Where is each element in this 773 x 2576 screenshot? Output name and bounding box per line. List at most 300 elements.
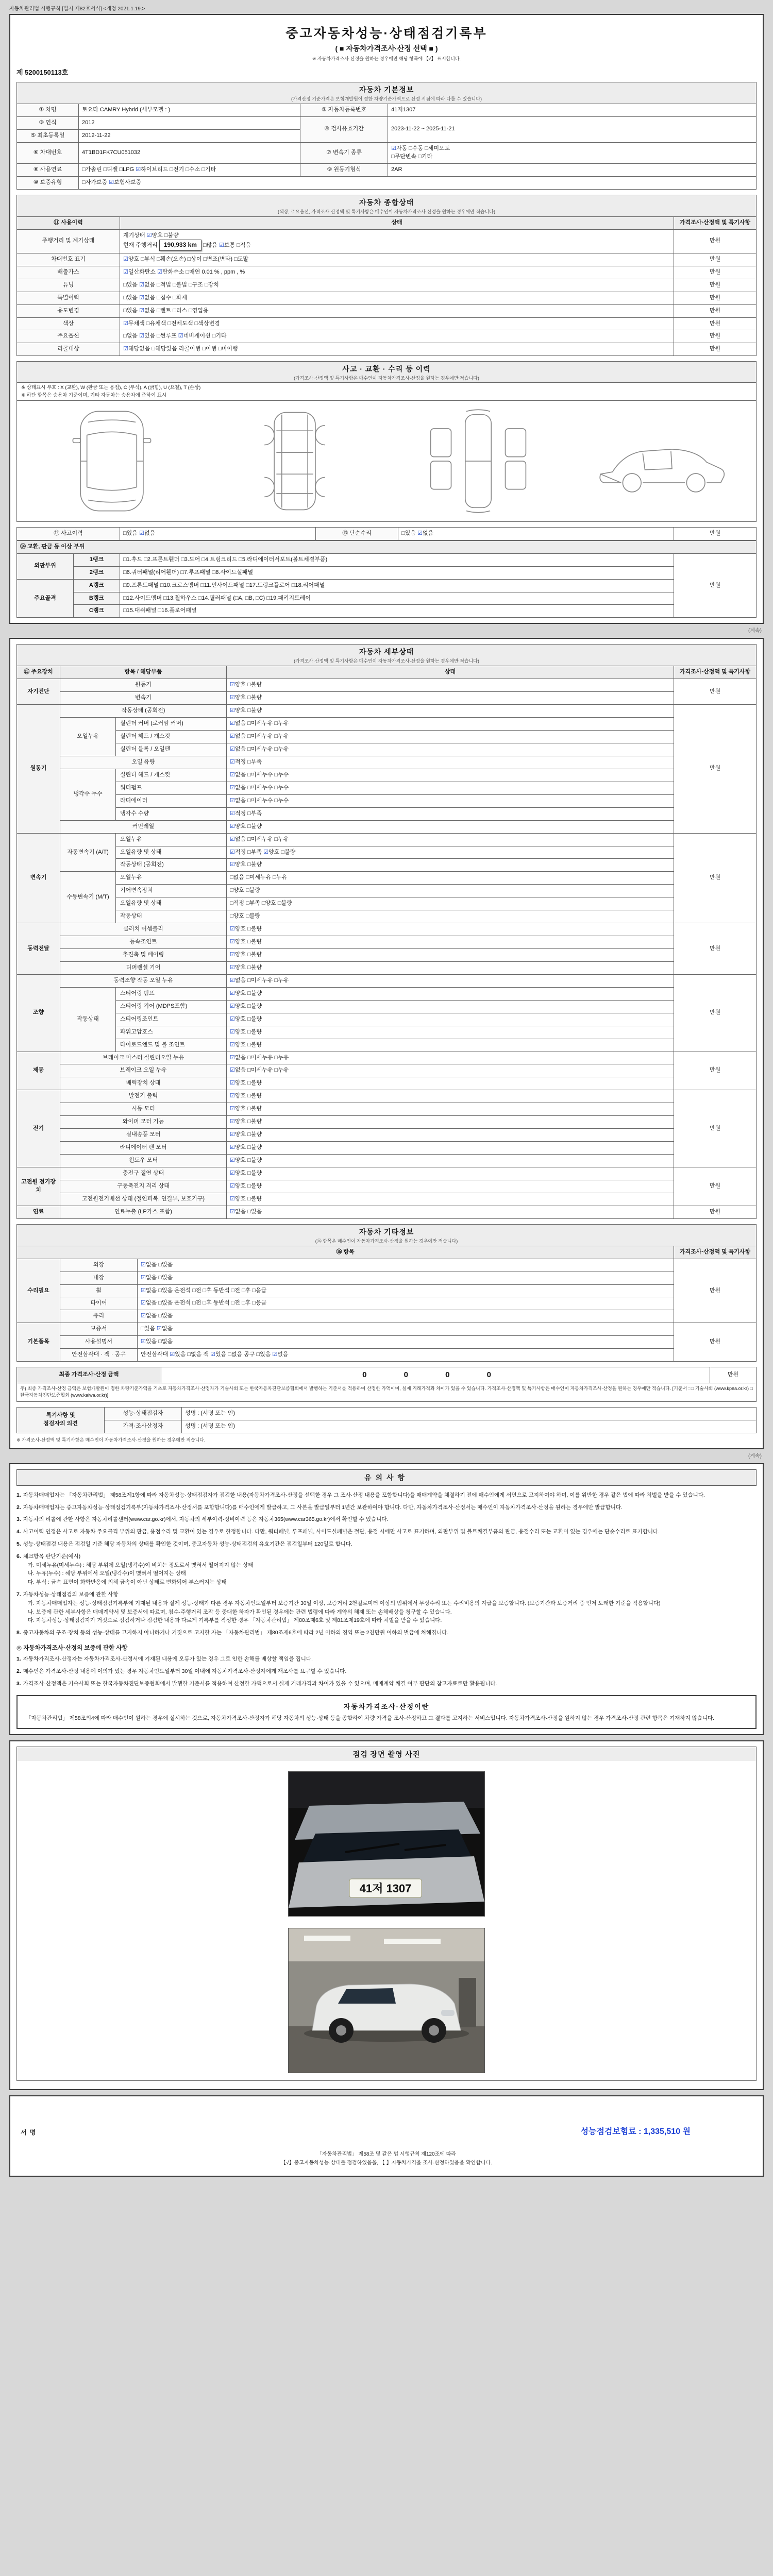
form-cell: ☑양호 □불량: [227, 1013, 674, 1026]
checked-checkbox-icon: ☑: [141, 1338, 146, 1345]
form-cell: 내장: [60, 1272, 138, 1284]
form-cell: □있음 ☑없음: [138, 1323, 674, 1336]
form-cell: ⑪ 사용이력: [17, 216, 120, 229]
form-cell: 동력조향 작동 오일 누유: [60, 974, 227, 987]
notice-item: 7. 자동차성능·상태점검의 보증에 관한 사항 가. 자동차매매업자는 성능·상태점검기록부에 기재된 내용과 실제 성능·상태가 다른 경우 자동차인도일부터 보증기간 30일 이상, 보증거리 2천킬로미터 이상의 범위에서 무상수리 또는 수리비용의 지급을 보증합니다. (보증기간과 보증거리 중 먼저 도래한 기준을 적용합니다) 나. 보증에 관한 세부사항은 매매계약서 및 보증서에 따르며, 침수·주행거리 조작 등 중대한 하자가 확인된 경우에는 관련 법령에 따라 계약의 해제 또는 손해배상을 청구할 수 있습니다. 다. 자동차성능·상태점검자가 거짓으로 점검하거나 점검한 내용과 다르게 기록부를 작성한 경우 「자동차관리법」 제80조제6호 및 제81조제19호에 따라 처벌을 받을 수 있습니다.: [16, 1591, 661, 1624]
checked-checkbox-icon: ☑: [230, 758, 235, 765]
form-cell: □없음 □미세누유 □누유: [227, 872, 674, 885]
checked-checkbox-icon: ☑: [230, 926, 235, 933]
form-cell: 시동 모터: [60, 1103, 227, 1116]
form-cell: 가격조사·산정액 및 특기사항: [674, 666, 757, 679]
form-cell: 배력장치 상태: [60, 1077, 227, 1090]
checked-checkbox-icon: ☑: [230, 1067, 235, 1074]
checked-checkbox-icon: ☑: [230, 1093, 235, 1099]
form-cell: □양호 □불량: [227, 885, 674, 897]
checked-checkbox-icon: ☑: [230, 823, 235, 829]
form-cell: ☑양호 □불량: [227, 705, 674, 718]
form-cell: ⑭ 교환, 판금 등 이상 부위: [17, 540, 757, 553]
accident-history-table: [16, 527, 757, 540]
form-cell: 스티어링조인트: [116, 1013, 227, 1026]
checked-checkbox-icon: ☑: [156, 1326, 162, 1332]
checked-checkbox-icon: ☑: [272, 1351, 278, 1358]
form-cell: 유리: [60, 1310, 138, 1323]
section-accident-history-header: 사고 · 교환 · 수리 등 이력 (가격조사·산정액 및 특기사항은 매수인이 자동차가격조사·산정을 원하는 경우에만 적습니다): [16, 361, 757, 383]
checked-checkbox-icon: ☑: [230, 1080, 235, 1087]
price-appraisal-definition-box: 자동차가격조사·산정이란 「자동차관리법」 제58조의4에 따라 매수인이 원하는 경우에 실시하는 것으로, 자동차가격조사·산정자가 해당 자동차의 성능·상태 등을 종합하여 차량 가격을 조사·산정하고 그 결과를 고지하는 서비스입니다. 자동차가격조사·산정을 원하지 않는 경우 가격조사·산정 관련 항목은 기재하지 않습니다.: [16, 1695, 757, 1729]
form-cell: 기어변속장치: [116, 885, 227, 897]
form-cell: 클러치 어셈블리: [60, 923, 227, 936]
form-cell: 냉각수 수량: [116, 807, 227, 820]
form-cell: ① 차명: [17, 104, 79, 117]
form-cell: 용도변경: [17, 304, 120, 317]
form-cell: 수리필요: [17, 1259, 60, 1323]
form-cell: 커먼레일: [60, 820, 227, 833]
form-cell: ⑫ 사고이력: [17, 527, 120, 540]
form-cell: □있음 ☑없음: [120, 527, 316, 540]
form-cell: □자가보증 ☑보험사보증: [79, 176, 757, 189]
checked-checkbox-icon: ☑: [230, 1118, 235, 1125]
checked-checkbox-icon: ☑: [230, 771, 235, 778]
form-cell: 토요타 CAMRY Hybrid (세부모델 : ): [79, 104, 300, 117]
form-cell: ⑦ 변속기 종류: [300, 142, 388, 163]
form-cell: ② 자동차등록번호: [300, 104, 388, 117]
form-cell: ☑양호 □부식 □훼손(오손) □상이 □변조(변타) □도말: [120, 253, 674, 266]
form-cell: 브레이크 오일 누유: [60, 1064, 227, 1077]
form-cell: 라디에이터: [116, 794, 227, 807]
form-cell: □있음 ☑없음: [398, 527, 674, 540]
form-cell: 실린더 블록 / 오일팬: [116, 743, 227, 756]
legal-footer: [21, 2150, 752, 2167]
checked-checkbox-icon: ☑: [210, 1351, 215, 1358]
checked-checkbox-icon: ☑: [141, 1274, 146, 1281]
checked-checkbox-icon: ☑: [178, 333, 183, 340]
form-cell: 2랭크: [74, 566, 120, 579]
checked-checkbox-icon: ☑: [230, 682, 235, 688]
form-cell: 만원: [674, 527, 757, 540]
checked-checkbox-icon: ☑: [230, 694, 235, 701]
form-cell: 작동상태 (공회전): [116, 859, 227, 872]
checked-checkbox-icon: ☑: [230, 1015, 235, 1022]
form-cell: B랭크: [74, 592, 120, 605]
form-cell: ⑬ 단순수리: [316, 527, 398, 540]
form-cell: 브레이크 마스터 실린더오일 누유: [60, 1052, 227, 1064]
form-cell: 작동상태: [116, 910, 227, 923]
detailed-condition-table: [16, 666, 757, 1218]
checked-checkbox-icon: ☑: [230, 952, 235, 958]
overall-condition-table: [16, 216, 757, 357]
form-cell: 2023-11-22 ~ 2025-11-21: [388, 116, 757, 142]
notice-item: 8. 중고자동차의 구조·장치 등의 성능·상태를 고지하지 아니하거나 거짓으로 고지한 자는 「자동차관리법」 제80조제6호에 따라 2년 이하의 징역 또는 2천만원 이하의 벌금에 처해집니다.: [16, 1630, 449, 1636]
notices-sublist: [16, 1655, 757, 1688]
fee-value: 1,335,510 원: [643, 2127, 691, 2137]
form-cell: 만원: [674, 1323, 757, 1362]
form-cell: ☑없음 □미세누유 □누유: [227, 833, 674, 846]
form-cell: 원동기: [17, 705, 60, 833]
form-cell: 2012-11-22: [79, 129, 300, 142]
notices-list: [16, 1491, 757, 1637]
form-cell: 2012: [79, 116, 300, 129]
form-cell: 고전원전기배선 상태 (절연피복, 연결부, 보호기구): [60, 1193, 227, 1206]
form-cell: ☑일산화탄소 ☑탄화수소 □매연 0.01 % , ppm , %: [120, 266, 674, 279]
checked-checkbox-icon: ☑: [417, 530, 423, 536]
form-cell: 자기진단: [17, 679, 60, 705]
form-cell: □없음 ☑있음 □썬루프 ☑네비게이션 □기타: [120, 330, 674, 343]
form-cell: ☑양호 □불량: [227, 949, 674, 962]
form-cell: ☑양호 □불량: [227, 1077, 674, 1090]
form-cell: ⑩ 보증유형: [17, 176, 79, 189]
form-cell: ☑적정 □부족 ☑양호 □불량: [227, 846, 674, 859]
form-cell: 주요옵션: [17, 330, 120, 343]
accident-legend: ※ 상태표시 부호 : X (교환), W (판금 또는 용접), C (부식), A (긁힘), U (요철), T (손상) ※ 하단 항목은 승용차 기준이며, 기타 자동차는 승용차에 준하여 표시: [16, 382, 757, 401]
form-cell: 오일누유: [116, 833, 227, 846]
form-cell: ☑양호 □불량: [227, 1116, 674, 1129]
form-cell: C랭크: [74, 605, 120, 618]
checked-checkbox-icon: ☑: [230, 720, 235, 727]
form-cell: □있음 ☑없음 □침수 □화재: [120, 292, 674, 304]
form-cell: ⑯ 항목: [17, 1246, 674, 1259]
fee-label: 성능점검보험료 :: [580, 2127, 642, 2137]
form-cell: 사용설명서: [60, 1336, 138, 1349]
form-cell: 작동상태 (공회전): [60, 705, 227, 718]
form-cell: 배출가스: [17, 266, 120, 279]
checked-checkbox-icon: ☑: [170, 1351, 175, 1358]
block-foot-note: ※ 가격조사·산정액 및 특기사항은 매수인이 자동차가격조사·산정을 원하는 경우에만 적습니다.: [16, 1437, 206, 1443]
final-price-table: [16, 1367, 757, 1402]
form-cell: ☑양호 □불량: [227, 923, 674, 936]
form-cell: ☑없음 □미세누유 □누유: [227, 743, 674, 756]
checked-checkbox-icon: ☑: [109, 179, 114, 185]
notice-item: 3. 가격조사·산정액은 기술사회 또는 한국자동차진단보증협회에서 발행한 기준서를 적용하여 산정한 가액으로서 실제 거래가격과 차이가 있을 수 있으며, 매매계약 체결 여부 판단의 참고자료로만 활용됩니다.: [16, 1680, 497, 1687]
form-cell: 만원: [674, 229, 757, 253]
form-cell: 만원: [674, 279, 757, 292]
form-cell: ☑없음 □있음: [138, 1259, 674, 1272]
form-cell: 전기: [17, 1090, 60, 1167]
form-cell: 만원: [674, 343, 757, 356]
form-cell: □9.프론트패널 □10.크로스멤버 □11.인사이드패널 □17.트렁크플로어 □18.리어패널: [120, 579, 674, 592]
form-cell: 수동변속기 (M/T): [60, 872, 116, 923]
form-cell: 오일누유: [116, 872, 227, 885]
car-diagram-underbody: [217, 407, 372, 515]
checked-checkbox-icon: ☑: [141, 1313, 146, 1319]
checked-checkbox-icon: ☑: [139, 333, 144, 340]
form-cell: 만원: [674, 833, 757, 923]
form-cell: ⑥ 차대번호: [17, 142, 79, 163]
form-cell: 만원: [674, 705, 757, 833]
form-cell: 충전구 절연 상태: [60, 1167, 227, 1180]
page-subtitle-note: ※ 자동차가격조사·산정을 원하는 경우에만 해당 항목에 【√】 표시합니다.: [312, 56, 461, 61]
form-cell: ☑없음 □미세누수 □누수: [227, 769, 674, 782]
form-cell: 발전기 출력: [60, 1090, 227, 1103]
notice-item: 1. 자동차가격조사·산정자는 자동차가격조사·산정서에 기재된 내용에 오류가 있는 경우 그로 인한 손해를 배상할 책임을 집니다.: [16, 1655, 313, 1662]
checked-checkbox-icon: ☑: [230, 861, 235, 868]
checked-checkbox-icon: ☑: [391, 145, 396, 151]
other-info-table: [16, 1246, 757, 1362]
form-cell: 0 0 0 0: [161, 1367, 710, 1383]
section-other-info-header: 자동차 기타정보 (⑯ 항목은 매수인이 자동차가격조사·산정을 원하는 경우에만 적습니다): [16, 1224, 757, 1246]
form-cell: ☑없음 □미세누수 □누수: [227, 794, 674, 807]
notice-item: 6. 체크항목 판단기준(예시) 가. 미세누유(미세누수) : 해당 부위에 오일(냉각수)이 비치는 정도로서 맺혀서 떨어지지 않는 상태 나. 누유(누수) : 해당 부위에서 오일(냉각수)이 맺혀서 떨어지는 상태 다. 부식 : 금속 표면이 화학반응에 의해 금속이 아닌 상태로 변화되어 부스러지는 상태: [16, 1553, 254, 1586]
form-cell: ☑양호 □불량: [227, 1142, 674, 1155]
form-cell: 실내송풍 모터: [60, 1129, 227, 1142]
form-cell: ☑양호 □불량: [227, 1000, 674, 1013]
form-cell: 실린더 커버 (로커암 커버): [116, 718, 227, 731]
form-cell: ☑없음 □있음: [138, 1272, 674, 1284]
form-cell: 윈도우 모터: [60, 1155, 227, 1167]
car-diagrams: [16, 400, 757, 522]
form-cell: 튜닝: [17, 279, 120, 292]
form-cell: 성명 : (서명 또는 인): [182, 1420, 757, 1433]
form-cell: 만원: [674, 974, 757, 1052]
form-cell: 등속조인트: [60, 936, 227, 949]
form-cell: 외장: [60, 1259, 138, 1272]
form-cell: ☑적정 □부족: [227, 756, 674, 769]
form-cell: 조향: [17, 974, 60, 1052]
signature-label: 서명: [21, 2129, 39, 2137]
form-cell: 타이로드엔드 및 볼 조인트: [116, 1039, 227, 1052]
checked-checkbox-icon: ☑: [141, 1261, 146, 1268]
block-main-record: [9, 14, 764, 624]
checked-checkbox-icon: ☑: [230, 836, 235, 842]
basic-info-table: [16, 104, 757, 190]
form-cell: 디퍼렌셜 기어: [60, 961, 227, 974]
form-cell: 만원: [674, 317, 757, 330]
form-cell: 만원: [674, 679, 757, 705]
inspection-photo-workshop: [288, 1928, 485, 2073]
form-cell: 계기상태 ☑양호 □불량 현재 주행거리 190,933 km □많음 ☑보통 □적음: [120, 229, 674, 253]
page-subtitle: ( ■ 자동차가격조사·산정 선택 ■ ): [335, 44, 438, 53]
document-number: 제 5200150113호: [16, 69, 69, 76]
form-cell: 변속기: [17, 833, 60, 923]
form-cell: ☑없음 □있음 운전석 □전 □후 동반석 □전 □후 □응급: [138, 1297, 674, 1310]
block-photos: [9, 1740, 764, 2090]
form-cell: ☑양호 □불량: [227, 987, 674, 1000]
continue-mark: (계속): [748, 628, 762, 634]
form-cell: 만원: [674, 553, 756, 618]
form-cell: 가격조사·산정액 및 특기사항: [674, 1246, 757, 1259]
form-cell: 만원: [710, 1367, 757, 1383]
checked-checkbox-icon: ☑: [230, 1195, 235, 1202]
form-cell: 기본품목: [17, 1323, 60, 1362]
form-cell: 스티어링 기어 (MDPS포함): [116, 1000, 227, 1013]
form-cell: 실린더 헤드 / 개스킷: [116, 731, 227, 743]
form-cell: 연료누출 (LP가스 포함): [60, 1206, 227, 1218]
form-cell: 특기사항 및 점검자의 의견: [17, 1407, 105, 1433]
form-cell: ☑양호 □불량: [227, 1090, 674, 1103]
form-cell: 항목 / 해당부품: [60, 666, 227, 679]
form-cell: ☑자동 □수동 □세미오토 □무단변속 □기타: [388, 142, 757, 163]
form-cell: 추진축 및 베어링: [60, 949, 227, 962]
form-cell: ☑양호 □불량: [227, 961, 674, 974]
form-cell: 파워고압호스: [116, 1026, 227, 1039]
form-cell: ☑양호 □불량: [227, 1167, 674, 1180]
form-cell: ☑해당없음 □해당있음 리콜이행 □이행 □미이행: [120, 343, 674, 356]
continue-mark: (계속): [748, 1453, 762, 1459]
form-cell: ☑양호 □불량: [227, 1026, 674, 1039]
section-basic-info-header: 자동차 기본정보 (가격산정 기준가격은 보험개발원이 정한 차량기준가액으로 산정 시점에 따라 다를 수 있습니다): [16, 82, 757, 104]
page-title: 중고자동차성능·상태점검기록부: [285, 26, 488, 41]
form-cell: ⑮ 주요장치: [17, 666, 60, 679]
form-cell: □6.쿼터패널(리어휀더) □7.루프패널 □8.사이드실패널: [120, 566, 674, 579]
form-cell: 만원: [674, 923, 757, 975]
form-cell: 자동변속기 (A/T): [60, 833, 116, 872]
form-cell: 보증서: [60, 1323, 138, 1336]
checked-checkbox-icon: ☑: [230, 810, 235, 817]
form-cell: ③ 연식: [17, 116, 79, 129]
form-cell: 가격조사·산정액 및 특기사항: [674, 216, 757, 229]
checked-checkbox-icon: ☑: [230, 964, 235, 971]
inspector-opinion-table: [16, 1407, 757, 1433]
section-detailed-condition-header: 자동차 세부상태 (가격조사·산정액 및 특기사항은 매수인이 자동차가격조사·산정을 원하는 경우에만 적습니다): [16, 644, 757, 666]
checked-checkbox-icon: ☑: [230, 1003, 235, 1009]
form-cell: 냉각수 누수: [60, 769, 116, 820]
form-cell: 고전원 전기장치: [17, 1167, 60, 1206]
block-notices: [9, 1463, 764, 1735]
form-cell: ⑤ 최초등록일: [17, 129, 79, 142]
form-cell: ☑적정 □부족: [227, 807, 674, 820]
form-cell: ☑없음 □있음: [138, 1310, 674, 1323]
form-cell: □양호 □불량: [227, 910, 674, 923]
form-cell: 성능·상태점검자: [105, 1407, 182, 1420]
form-cell: ☑양호 □불량: [227, 1180, 674, 1193]
checked-checkbox-icon: ☑: [139, 281, 144, 288]
form-cell: ☑양호 □불량: [227, 1103, 674, 1116]
form-cell: ☑없음 □미세누수 □누수: [227, 782, 674, 794]
form-cell: 만원: [674, 1259, 757, 1323]
legal-footer-line2: 【√】중고자동차성능·상태를 점검하였음을, 【 】자동차가격을 조사·산정하였음을 확인합니다.: [281, 2160, 492, 2166]
inspection-fee: [580, 2125, 752, 2137]
notice-item: 3. 자동차의 리콜에 관한 사항은 자동차리콜센터(www.car.go.kr)에서, 자동차의 세부이력·정비이력 등은 자동차365(www.car365.go.kr)에서 확인할 수 있습니다.: [16, 1516, 389, 1523]
checked-checkbox-icon: ☑: [230, 977, 235, 984]
form-cell: 오일유량 및 상태: [116, 846, 227, 859]
form-cell: ☑없음 □미세누유 □누유: [227, 731, 674, 743]
checked-checkbox-icon: ☑: [230, 784, 235, 791]
form-cell: 실린더 헤드 / 개스킷: [116, 769, 227, 782]
form-cell: ☑없음 □미세누유 □누유: [227, 718, 674, 731]
checked-checkbox-icon: ☑: [219, 242, 224, 249]
form-cell: 만원: [674, 1090, 757, 1167]
form-cell: 라디에이터 팬 모터: [60, 1142, 227, 1155]
photo-area: [16, 1761, 757, 2081]
checked-checkbox-icon: ☑: [230, 1182, 235, 1189]
checked-checkbox-icon: ☑: [139, 294, 144, 301]
form-cell: 워터펌프: [116, 782, 227, 794]
checked-checkbox-icon: ☑: [230, 1144, 235, 1151]
current-mileage-box: 190,933 km: [159, 240, 201, 250]
form-cell: 2AR: [388, 163, 757, 176]
checked-checkbox-icon: ☑: [230, 1106, 235, 1112]
car-diagram-top-view: [35, 407, 189, 515]
checked-checkbox-icon: ☑: [230, 849, 235, 855]
form-cell: 안전삼각대 ☑있음 □없음 잭 ☑있음 □없음 공구 □있음 ☑없음: [138, 1349, 674, 1362]
checked-checkbox-icon: ☑: [139, 307, 144, 314]
checked-checkbox-icon: ☑: [230, 1041, 235, 1048]
checked-checkbox-icon: ☑: [146, 232, 152, 239]
notice-item: 5. 성능·상태점검 내용은 점검일 기준 해당 자동차의 상태를 확인한 것이며, 중고자동차 성능·상태점검의 유효기간은 점검일부터 120일로 합니다.: [16, 1540, 352, 1547]
form-cell: ☑양호 □불량: [227, 1039, 674, 1052]
checked-checkbox-icon: ☑: [141, 1287, 146, 1294]
checked-checkbox-icon: ☑: [123, 320, 128, 327]
notice-item: 1. 자동차매매업자는 「자동차관리법」 제58조제1항에 따라 자동차성능·상태점검자가 점검한 내용(자동차가격조사·산정을 선택한 경우 그 조사·산정 내용을 포함합니다)을 매매계약을 체결하기 전에 매수인에게 서면으로 고지하여야 하며, 이를 위반한 경우 같은 법에 따라 처벌을 받을 수 있습니다.: [16, 1492, 705, 1498]
notice-item: 2. 자동차매매업자는 중고자동차성능·상태점검기록부(자동차가격조사·산정서를 포함합니다)를 매수인에게 발급하고, 그 사본을 발급일부터 1년간 보관하여야 합니다. 다만, 자동차가격조사·산정서는 매수인이 자동차가격조사·산정을 원하는 경우에만 발급합니다.: [16, 1504, 623, 1511]
form-cell: 1랭크: [74, 553, 120, 566]
checked-checkbox-icon: ☑: [230, 939, 235, 945]
form-cell: 만원: [674, 330, 757, 343]
form-cell: 만원: [674, 266, 757, 279]
form-cell: ☑양호 □불량: [227, 936, 674, 949]
form-cell: 와이퍼 모터 기능: [60, 1116, 227, 1129]
license-plate-text: 41저 1307: [359, 1882, 412, 1895]
form-cell: ⑨ 원동기형식: [300, 163, 388, 176]
form-cell: 상태: [227, 666, 674, 679]
section-overall-condition-header: 자동차 종합상태 (색상, 주요옵션, 가격조사·산정액 및 특기사항은 매수인이 자동차가격조사·산정을 원하는 경우에만 적습니다): [16, 195, 757, 216]
notice-item: 2. 매수인은 가격조사·산정 내용에 이의가 있는 경우 자동차인도일부터 30일 이내에 자동차가격조사·산정자에게 재조사를 요구할 수 있습니다.: [16, 1668, 347, 1674]
checked-checkbox-icon: ☑: [230, 733, 235, 740]
checked-checkbox-icon: ☑: [136, 166, 141, 173]
form-cell: 만원: [674, 304, 757, 317]
panel-exchange-table: [16, 540, 757, 618]
car-diagram-side-view: [584, 407, 738, 515]
checked-checkbox-icon: ☑: [230, 797, 235, 804]
block-detailed-condition: [9, 638, 764, 1449]
form-cell: 주요골격: [17, 579, 74, 618]
form-cell: ☑양호 □불량: [227, 1129, 674, 1142]
form-cell: □12.사이드멤버 □13.휠하우스 □14.필러패널 (□A, □B, □C) □19.패키지트레이: [120, 592, 674, 605]
checked-checkbox-icon: ☑: [230, 1170, 235, 1176]
form-cell: 리콜대상: [17, 343, 120, 356]
form-cell: ☑없음 □미세누유 □누유: [227, 1064, 674, 1077]
form-cell: 구동축전지 격리 상태: [60, 1180, 227, 1193]
notices-title: 유의사항: [16, 1469, 757, 1486]
form-cell: □있음 ☑없음 □적법 □불법 □구조 □장치: [120, 279, 674, 292]
form-cell: 연료: [17, 1206, 60, 1218]
checked-checkbox-icon: ☑: [141, 1300, 146, 1307]
form-cell: 외판부위: [17, 553, 74, 579]
form-cell: 41저1307: [388, 104, 757, 117]
form-reference: 자동차관리법 시행규칙 [별지 제82호서식] <개정 2021.1.19.>: [9, 6, 145, 12]
form-cell: 오일 유량: [60, 756, 227, 769]
form-cell: ⑧ 사용연료: [17, 163, 79, 176]
form-cell: □15.대쉬패널 □16.플로어패널: [120, 605, 674, 618]
form-cell: ④ 검사유효기간: [300, 116, 388, 142]
checked-checkbox-icon: ☑: [230, 990, 235, 996]
signature-row: [21, 2104, 752, 2137]
car-diagram-exploded-panels: [401, 407, 556, 515]
form-cell: □1.후드 □2.프론트휀더 □3.도어 □4.트렁크리드 □5.라디에이터서포트(볼트체결부품): [120, 553, 674, 566]
form-cell: 오일유량 및 상태: [116, 897, 227, 910]
form-cell: 만원: [674, 1052, 757, 1090]
legal-footer-line1: 「자동차관리법」 제58조 및 같은 법 시행규칙 제120조에 따라: [316, 2151, 457, 2158]
form-cell: 안전삼각대 · 잭 · 공구: [60, 1349, 138, 1362]
checked-checkbox-icon: ☑: [230, 1054, 235, 1061]
form-cell: 만원: [674, 1206, 757, 1218]
form-cell: 원동기: [60, 679, 227, 692]
form-cell: 만원: [674, 292, 757, 304]
form-cell: 변속기: [60, 692, 227, 705]
form-cell: 특별이력: [17, 292, 120, 304]
checked-checkbox-icon: ☑: [230, 1131, 235, 1138]
form-cell: 성명 : (서명 또는 인): [182, 1407, 757, 1420]
checked-checkbox-icon: ☑: [157, 268, 162, 275]
form-cell: 동력전달: [17, 923, 60, 975]
form-cell: 만원: [674, 1167, 757, 1206]
form-cell: ☑무채색 □유채색 □전체도색 □색상변경: [120, 317, 674, 330]
inspection-photo-front: [288, 1771, 485, 1917]
form-cell: 작동상태: [60, 987, 116, 1052]
checked-checkbox-icon: ☑: [230, 1028, 235, 1035]
form-cell: ☑없음 □미세누유 □누유: [227, 974, 674, 987]
form-cell: 차대번호 표기: [17, 253, 120, 266]
notice-item: 4. 사고이력 인정은 사고로 자동차 주요골격 부위의 판금, 용접수리 및 교환이 있는 경우로 한정합니다. 다만, 쿼터패널, 루프패널, 사이드실패널은 절단, 용접 시에만 사고로 표기하며, 외판부위 및 볼트체결부품의 판금, 용접수리 또는 교환이 있는 경우에는 단순수리로 표기합니다.: [16, 1529, 660, 1535]
